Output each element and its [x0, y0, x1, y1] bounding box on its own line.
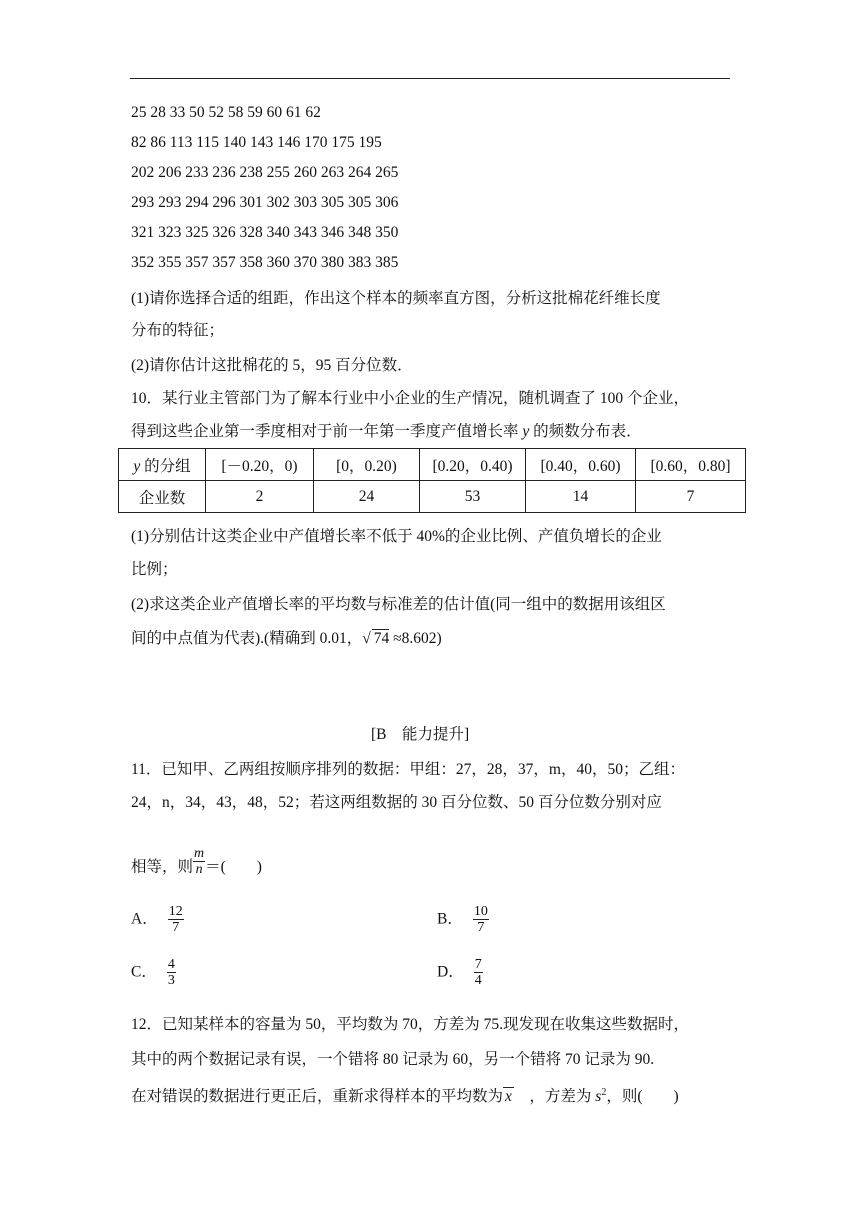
data-row: 352 355 357 357 358 360 370 380 383 385 [131, 254, 399, 271]
data-row: 82 86 113 115 140 143 146 170 175 195 [131, 134, 382, 151]
data-row: 202 206 233 236 238 255 260 263 264 265 [131, 164, 399, 181]
x-bar: x [505, 1088, 512, 1105]
table-cell: 2 [206, 481, 314, 513]
table-cell: [0，0.20) [314, 449, 420, 481]
option-d[interactable]: D． $\frac{7}{4}$ [437, 957, 482, 989]
table-cell: [0.20，0.40) [420, 449, 526, 481]
q12-line3: 在对错误的数据进行更正后，重新求得样本的平均数为 x ，方差为 $s^2$，则( ) [131, 1086, 679, 1105]
section-title: [B 能力提升] [371, 726, 470, 743]
option-b[interactable]: B． $\frac{10}{7}$ [437, 904, 488, 936]
q10-line2: 得到这些企业第一季度相对于前一年第一季度产值增长率 y 的频数分布表． [131, 423, 642, 440]
data-row: 321 323 325 326 328 340 343 346 348 350 [131, 224, 399, 241]
q10-part1: (1)分别估计这类企业中产值增长率不低于 40%的企业比例、产值负增长的企业 [131, 528, 662, 545]
table-row [119, 449, 746, 481]
top-rule [130, 78, 730, 79]
table-cell: 7 [636, 481, 746, 513]
q12-line2: 其中的两个数据记录有误，一个错将 80 记录为 60，另一个错将 70 记录为 90. [131, 1051, 655, 1068]
option-c[interactable]: C． $\frac{4}{3}$ [131, 957, 175, 989]
table-cell: [－0.20，0) [206, 449, 314, 481]
table-header-cell: 企业数 [119, 481, 206, 513]
table-cell: [0.60，0.80] [636, 449, 746, 481]
data-row: 25 28 33 50 52 58 59 60 61 62 [131, 104, 321, 121]
q9-part2: (2)请你估计这批棉花的 5，95 百分位数． [131, 357, 413, 374]
q9-part1-cont: 分布的特征； [131, 322, 225, 339]
option-a[interactable]: A． $\frac{12}{7}$ [131, 904, 183, 936]
table-row [119, 481, 746, 513]
table-header-cell: y 的分组 [119, 449, 206, 481]
sqrt-symbol: √ [362, 630, 371, 647]
q9-part1: (1)请你选择合适的组距，作出这个样本的频率直方图，分析这批棉花纤维长度 [131, 290, 661, 307]
q12-line1: 12．已知某样本的容量为 50，平均数为 70，方差为 75.现发现在收集这些数据时， [131, 1016, 690, 1033]
table-cell: 24 [314, 481, 420, 513]
table-cell: [0.40，0.60) [526, 449, 636, 481]
q10-part1-cont: 比例； [131, 561, 178, 578]
data-row: 293 293 294 296 301 302 303 305 305 306 [131, 194, 399, 211]
q10-part2: (2)求这类企业产值增长率的平均数与标准差的估计值(同一组中的数据用该组区 [131, 596, 666, 613]
q11-line2: 24，n，34，43，48，52；若这两组数据的 30 百分位数、50 百分位数分别对应 [131, 794, 662, 811]
table-cell: 14 [526, 481, 636, 513]
q10-line1: 10．某行业主管部门为了解本行业中小企业的生产情况，随机调查了 100 个企业， [131, 390, 690, 407]
table-cell: 53 [420, 481, 526, 513]
q11-line1: 11．已知甲、乙两组按顺序排列的数据：甲组：27，28，37，m，40，50；乙组： [131, 761, 685, 778]
frequency-table [118, 448, 746, 513]
q11-line3: 相等，则 $\frac{m}{n}$ ＝( ) [131, 846, 262, 878]
fraction-m-over-n: $\frac{m}{n}$ [194, 846, 205, 878]
q10-part2-cont: 间的中点值为代表).(精确到 0.01，√ 74 ≈8.602) [131, 630, 442, 647]
